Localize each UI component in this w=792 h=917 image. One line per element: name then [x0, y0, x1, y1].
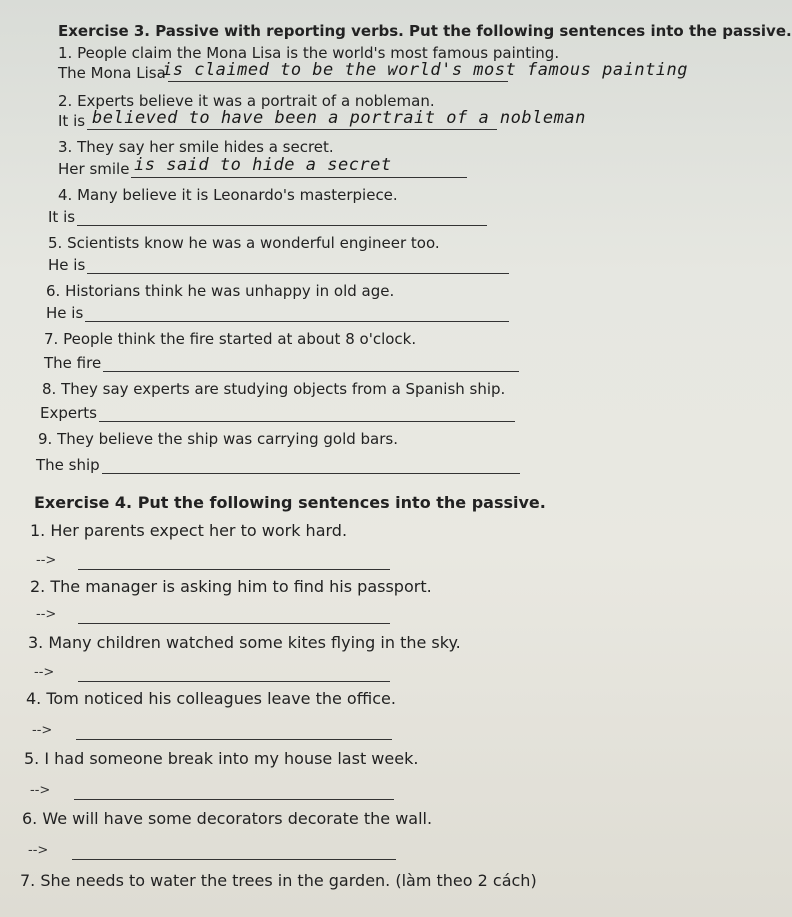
ex4-question-1: 1. Her parents expect her to work hard. [30, 521, 348, 540]
ex3-start-8: Experts [40, 404, 515, 422]
ex4-question-5: 5. I had someone break into my house last week. [24, 749, 419, 768]
ex4-answer-row-3: --> [34, 664, 390, 682]
ex3-start-4: It is [48, 208, 487, 226]
ex3-question-1: 1. People claim the Mona Lisa is the world's most famous painting. [58, 44, 560, 62]
ex4-answer-line-1[interactable] [78, 555, 390, 570]
ex3-answer-line-6[interactable] [85, 307, 509, 322]
ex4-answer-row-2: --> [36, 606, 390, 624]
ex3-question-2: 2. Experts believe it was a portrait of a nobleman. [58, 92, 435, 110]
ex3-start-9: The ship [36, 456, 520, 474]
ex4-answer-row-1: --> [36, 552, 390, 570]
ex3-answer-line-8[interactable] [99, 407, 515, 422]
ex3-start-2: It is [58, 112, 497, 130]
ex4-answer-line-4[interactable] [76, 725, 392, 740]
ex4-answer-row-6: --> [28, 842, 396, 860]
ex4-question-7: 7. She needs to water the trees in the garden. (làm theo 2 cách) [20, 871, 537, 890]
ex3-start-1: The Mona Lisa [58, 64, 508, 82]
ex3-answer-line-4[interactable] [77, 211, 487, 226]
ex4-question-3: 3. Many children watched some kites flying in the sky. [28, 633, 461, 652]
ex3-start-6: He is [46, 304, 509, 322]
ex4-answer-line-6[interactable] [72, 845, 396, 860]
ex3-answer-line-5[interactable] [87, 259, 509, 274]
ex4-answer-line-2[interactable] [78, 609, 390, 624]
ex3-answer-line-7[interactable] [103, 357, 519, 372]
ex3-question-7: 7. People think the fire started at about 8 o'clock. [44, 330, 417, 348]
ex3-question-5: 5. Scientists know he was a wonderful engineer too. [48, 234, 440, 252]
ex3-start-7: The fire [44, 354, 519, 372]
ex3-start-3: Her smile [58, 160, 467, 178]
ex3-handwritten-answer-1: is claimed to be the world's most famous painting [162, 60, 689, 80]
ex4-answer-row-4: --> [32, 722, 392, 740]
ex4-answer-line-5[interactable] [74, 785, 394, 800]
ex4-answer-line-3[interactable] [78, 667, 390, 682]
ex3-start-5: He is [48, 256, 509, 274]
ex3-answer-line-9[interactable] [102, 459, 520, 474]
ex4-question-4: 4. Tom noticed his colleagues leave the office. [26, 689, 396, 708]
ex3-handwritten-answer-2: believed to have been a portrait of a nobleman [92, 108, 586, 128]
ex3-question-3: 3. They say her smile hides a secret. [58, 138, 334, 156]
ex4-answer-row-5: --> [30, 782, 394, 800]
ex3-question-4: 4. Many believe it is Leonardo's masterpiece. [58, 186, 398, 204]
ex3-question-9: 9. They believe the ship was carrying gold bars. [38, 430, 398, 448]
ex4-question-6: 6. We will have some decorators decorate the wall. [22, 809, 433, 828]
exercise4-title: Exercise 4. Put the following sentences into the passive. [34, 493, 546, 512]
ex4-question-2: 2. The manager is asking him to find his passport. [30, 577, 432, 596]
ex3-question-6: 6. Historians think he was unhappy in old age. [46, 282, 395, 300]
ex3-question-8: 8. They say experts are studying objects from a Spanish ship. [42, 380, 506, 398]
ex3-handwritten-answer-3: is said to hide a secret [134, 155, 392, 175]
exercise3-title: Exercise 3. Passive with reporting verbs. Put the following sentences into the passive. [58, 22, 792, 40]
